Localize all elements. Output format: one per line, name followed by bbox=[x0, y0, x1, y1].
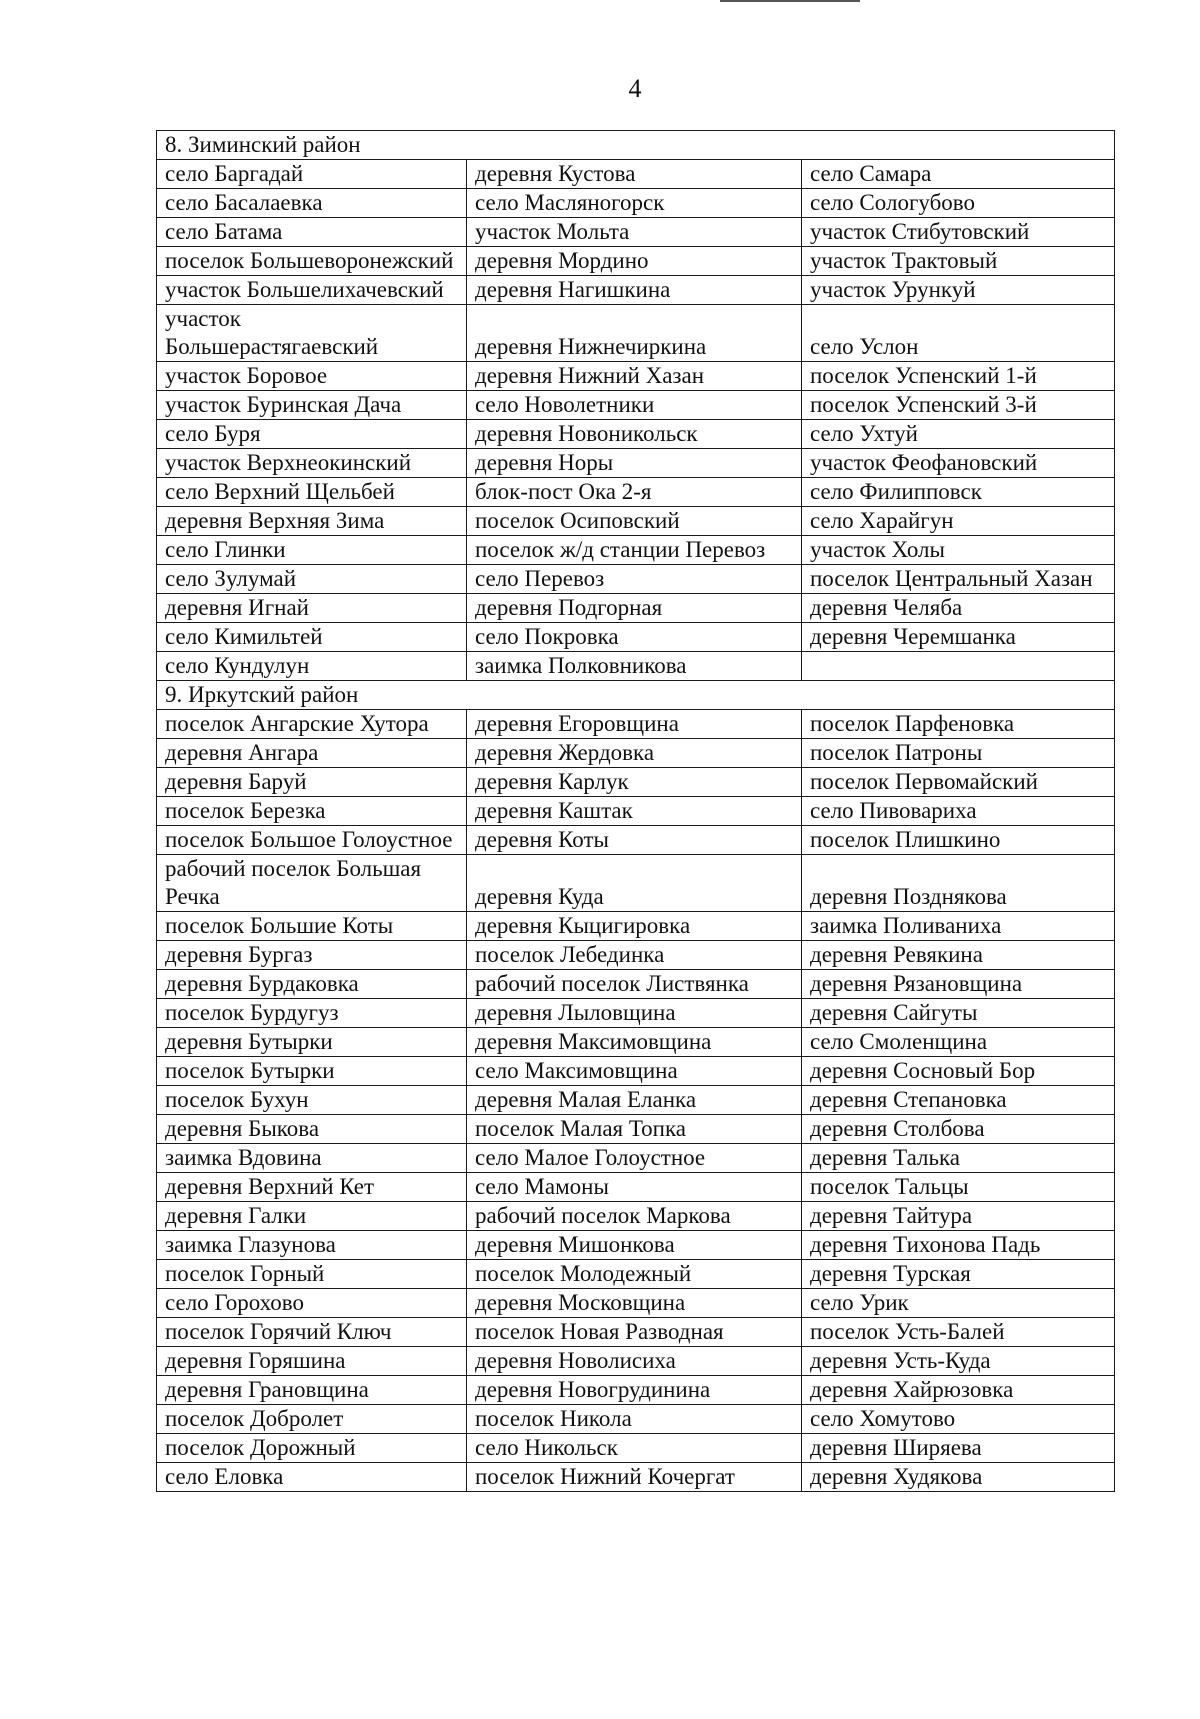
settlement-cell: заимка Полковникова bbox=[467, 652, 802, 681]
settlement-cell: деревня Кустова bbox=[467, 160, 802, 189]
settlement-cell: деревня Рязановщина bbox=[802, 970, 1115, 999]
settlement-cell: село Зулумай bbox=[157, 565, 467, 594]
settlement-cell: поселок Тальцы bbox=[802, 1173, 1115, 1202]
settlement-cell: рабочий поселок Большая Речка bbox=[157, 855, 467, 912]
settlement-cell: село Мамоны bbox=[467, 1173, 802, 1202]
table-row bbox=[157, 941, 1115, 970]
settlement-cell: деревня Горяшина bbox=[157, 1347, 467, 1376]
settlement-cell: поселок Лебединка bbox=[467, 941, 802, 970]
settlement-cell: поселок ж/д станции Перевоз bbox=[467, 536, 802, 565]
settlement-cell: поселок Большеворонежский bbox=[157, 247, 467, 276]
settlement-cell: поселок Парфеновка bbox=[802, 710, 1115, 739]
table-row bbox=[157, 189, 1115, 218]
settlement-cell: поселок Большие Коты bbox=[157, 912, 467, 941]
settlement-cell: село Малое Голоустное bbox=[467, 1144, 802, 1173]
settlement-cell: деревня Черемшанка bbox=[802, 623, 1115, 652]
settlement-cell: участок Большелихачевский bbox=[157, 276, 467, 305]
settlement-cell: деревня Грановщина bbox=[157, 1376, 467, 1405]
table-row bbox=[157, 594, 1115, 623]
settlement-cell: село Смоленщина bbox=[802, 1028, 1115, 1057]
settlement-cell: поселок Бурдугуз bbox=[157, 999, 467, 1028]
table-row bbox=[157, 1115, 1115, 1144]
settlement-cell: деревня Мишонкова bbox=[467, 1231, 802, 1260]
settlement-cell: участок Буринская Дача bbox=[157, 391, 467, 420]
settlement-cell: село Масляногорск bbox=[467, 189, 802, 218]
settlement-cell: поселок Нижний Кочергат bbox=[467, 1463, 802, 1492]
table-row bbox=[157, 536, 1115, 565]
settlement-cell: поселок Плишкино bbox=[802, 826, 1115, 855]
section-title: 9. Иркутский район bbox=[157, 681, 1115, 710]
settlement-cell: деревня Бурдаковка bbox=[157, 970, 467, 999]
table-row bbox=[157, 1376, 1115, 1405]
settlement-cell: деревня Кыцигировка bbox=[467, 912, 802, 941]
settlement-cell: поселок Молодежный bbox=[467, 1260, 802, 1289]
table-row bbox=[157, 1260, 1115, 1289]
settlement-cell: деревня Ангара bbox=[157, 739, 467, 768]
settlement-cell: деревня Хайрюзовка bbox=[802, 1376, 1115, 1405]
settlement-cell: деревня Лыловщина bbox=[467, 999, 802, 1028]
settlement-cell: деревня Сосновый Бор bbox=[802, 1057, 1115, 1086]
table-row bbox=[157, 1405, 1115, 1434]
settlement-cell: деревня Степановка bbox=[802, 1086, 1115, 1115]
settlement-cell: поселок Никола bbox=[467, 1405, 802, 1434]
settlement-cell: деревня Верхняя Зима bbox=[157, 507, 467, 536]
table-row bbox=[157, 970, 1115, 999]
settlement-cell: село Глинки bbox=[157, 536, 467, 565]
settlement-cell: рабочий поселок Маркова bbox=[467, 1202, 802, 1231]
table-row bbox=[157, 912, 1115, 941]
settlement-cell: деревня Егоровщина bbox=[467, 710, 802, 739]
settlement-cell: участок Стибутовский bbox=[802, 218, 1115, 247]
settlement-cell: деревня Худякова bbox=[802, 1463, 1115, 1492]
settlement-cell: деревня Жердовка bbox=[467, 739, 802, 768]
table-row bbox=[157, 739, 1115, 768]
settlement-cell: деревня Коты bbox=[467, 826, 802, 855]
settlement-cell: деревня Игнай bbox=[157, 594, 467, 623]
table-row bbox=[157, 999, 1115, 1028]
settlement-cell: поселок Горный bbox=[157, 1260, 467, 1289]
table-row bbox=[157, 1318, 1115, 1347]
page-number: 4 bbox=[628, 74, 642, 103]
settlement-cell: село Перевоз bbox=[467, 565, 802, 594]
settlement-cell: поселок Успенский 3-й bbox=[802, 391, 1115, 420]
settlement-cell: деревня Нижний Хазан bbox=[467, 362, 802, 391]
settlement-cell: блок-пост Ока 2-я bbox=[467, 478, 802, 507]
settlement-cell: поселок Усть-Балей bbox=[802, 1318, 1115, 1347]
settlement-cell: поселок Осиповский bbox=[467, 507, 802, 536]
settlement-cell: село Хомутово bbox=[802, 1405, 1115, 1434]
settlement-cell: деревня Норы bbox=[467, 449, 802, 478]
settlement-cell: деревня Максимовщина bbox=[467, 1028, 802, 1057]
table-row bbox=[157, 507, 1115, 536]
table-row bbox=[157, 797, 1115, 826]
table-row bbox=[157, 1202, 1115, 1231]
settlement-cell: деревня Новоникольск bbox=[467, 420, 802, 449]
settlement-cell: поселок Успенский 1-й bbox=[802, 362, 1115, 391]
settlement-cell: село Максимовщина bbox=[467, 1057, 802, 1086]
settlement-cell: деревня Турская bbox=[802, 1260, 1115, 1289]
table-row bbox=[157, 160, 1115, 189]
settlement-cell: деревня Каштак bbox=[467, 797, 802, 826]
table-row bbox=[157, 1057, 1115, 1086]
settlement-cell: село Пивовариха bbox=[802, 797, 1115, 826]
settlement-cell: деревня Тихонова Падь bbox=[802, 1231, 1115, 1260]
settlement-cell: деревня Усть-Куда bbox=[802, 1347, 1115, 1376]
settlement-cell: село Сологубово bbox=[802, 189, 1115, 218]
settlement-cell: деревня Карлук bbox=[467, 768, 802, 797]
table-row bbox=[157, 305, 1115, 362]
settlement-cell: деревня Позднякова bbox=[802, 855, 1115, 912]
settlement-cell: участок Феофановский bbox=[802, 449, 1115, 478]
settlement-cell: деревня Столбова bbox=[802, 1115, 1115, 1144]
settlement-cell: деревня Московщина bbox=[467, 1289, 802, 1318]
settlement-cell: село Филипповск bbox=[802, 478, 1115, 507]
settlement-cell: заимка Поливаниха bbox=[802, 912, 1115, 941]
table-row bbox=[157, 565, 1115, 594]
settlement-cell: поселок Дорожный bbox=[157, 1434, 467, 1463]
settlement-cell: деревня Челяба bbox=[802, 594, 1115, 623]
settlement-cell: село Еловка bbox=[157, 1463, 467, 1492]
table-row bbox=[157, 1463, 1115, 1492]
table-row bbox=[157, 710, 1115, 739]
settlement-cell: поселок Бухун bbox=[157, 1086, 467, 1115]
settlement-cell: деревня Быкова bbox=[157, 1115, 467, 1144]
table-row bbox=[157, 420, 1115, 449]
settlements-table bbox=[156, 130, 1115, 1492]
settlement-cell: село Самара bbox=[802, 160, 1115, 189]
settlement-cell: село Никольск bbox=[467, 1434, 802, 1463]
settlement-cell: поселок Бутырки bbox=[157, 1057, 467, 1086]
table-row bbox=[157, 391, 1115, 420]
table-row bbox=[157, 1231, 1115, 1260]
settlement-cell: поселок Патроны bbox=[802, 739, 1115, 768]
settlement-cell: участок Верхнеокинский bbox=[157, 449, 467, 478]
settlement-cell: деревня Нижнечиркина bbox=[467, 305, 802, 362]
table-row bbox=[157, 1347, 1115, 1376]
settlement-cell: деревня Куда bbox=[467, 855, 802, 912]
section-title: 8. Зиминский район bbox=[157, 131, 1115, 160]
settlement-cell: село Батама bbox=[157, 218, 467, 247]
settlement-cell: село Новолетники bbox=[467, 391, 802, 420]
settlement-cell: село Баргадай bbox=[157, 160, 467, 189]
settlement-cell: село Буря bbox=[157, 420, 467, 449]
settlement-cell: деревня Новолисиха bbox=[467, 1347, 802, 1376]
table-row bbox=[157, 478, 1115, 507]
section-header-row bbox=[157, 131, 1115, 160]
settlement-cell: село Ухтуй bbox=[802, 420, 1115, 449]
table-row bbox=[157, 1086, 1115, 1115]
table-row bbox=[157, 362, 1115, 391]
settlement-cell: деревня Верхний Кет bbox=[157, 1173, 467, 1202]
table-row bbox=[157, 623, 1115, 652]
scan-edge-mark bbox=[720, 0, 860, 2]
table-row bbox=[157, 1289, 1115, 1318]
settlement-cell: деревня Малая Еланка bbox=[467, 1086, 802, 1115]
settlement-cell: деревня Галки bbox=[157, 1202, 467, 1231]
settlement-cell: деревня Бутырки bbox=[157, 1028, 467, 1057]
table-row bbox=[157, 247, 1115, 276]
settlement-cell: село Харайгун bbox=[802, 507, 1115, 536]
settlement-cell: поселок Горячий Ключ bbox=[157, 1318, 467, 1347]
settlement-cell: поселок Большое Голоустное bbox=[157, 826, 467, 855]
table-row bbox=[157, 1144, 1115, 1173]
settlement-cell: село Урик bbox=[802, 1289, 1115, 1318]
table-row bbox=[157, 652, 1115, 681]
table-row bbox=[157, 1028, 1115, 1057]
settlement-cell: участок Трактовый bbox=[802, 247, 1115, 276]
settlement-cell: деревня Талька bbox=[802, 1144, 1115, 1173]
settlement-cell: деревня Мордино bbox=[467, 247, 802, 276]
settlement-cell: село Верхний Щельбей bbox=[157, 478, 467, 507]
table-row bbox=[157, 276, 1115, 305]
settlement-cell: село Горохово bbox=[157, 1289, 467, 1318]
settlement-cell: деревня Подгорная bbox=[467, 594, 802, 623]
settlement-cell: поселок Малая Топка bbox=[467, 1115, 802, 1144]
table-row bbox=[157, 218, 1115, 247]
settlement-cell: поселок Березка bbox=[157, 797, 467, 826]
settlement-cell: участок Холы bbox=[802, 536, 1115, 565]
settlement-cell: село Кимильтей bbox=[157, 623, 467, 652]
table-row bbox=[157, 855, 1115, 912]
settlement-cell: село Услон bbox=[802, 305, 1115, 362]
settlement-cell: деревня Бургаз bbox=[157, 941, 467, 970]
settlement-cell: заимка Вдовина bbox=[157, 1144, 467, 1173]
table-row bbox=[157, 826, 1115, 855]
settlement-cell: поселок Новая Разводная bbox=[467, 1318, 802, 1347]
settlement-cell: участок Большерастягаевский bbox=[157, 305, 467, 362]
settlement-cell: поселок Ангарские Хутора bbox=[157, 710, 467, 739]
settlement-cell: участок Боровое bbox=[157, 362, 467, 391]
settlement-cell: деревня Ширяева bbox=[802, 1434, 1115, 1463]
settlement-cell: деревня Ревякина bbox=[802, 941, 1115, 970]
settlement-cell: участок Урункуй bbox=[802, 276, 1115, 305]
settlement-cell: деревня Баруй bbox=[157, 768, 467, 797]
table-row bbox=[157, 1434, 1115, 1463]
section-header-row bbox=[157, 681, 1115, 710]
settlement-cell: село Покровка bbox=[467, 623, 802, 652]
settlement-cell: заимка Глазунова bbox=[157, 1231, 467, 1260]
settlement-cell: поселок Первомайский bbox=[802, 768, 1115, 797]
settlement-cell: поселок Центральный Хазан bbox=[802, 565, 1115, 594]
settlement-cell: поселок Добролет bbox=[157, 1405, 467, 1434]
settlement-cell bbox=[802, 652, 1115, 681]
settlement-cell: село Кундулун bbox=[157, 652, 467, 681]
settlement-cell: деревня Нагишкина bbox=[467, 276, 802, 305]
settlement-cell: деревня Новогрудинина bbox=[467, 1376, 802, 1405]
settlement-cell: рабочий поселок Листвянка bbox=[467, 970, 802, 999]
settlement-cell: деревня Тайтура bbox=[802, 1202, 1115, 1231]
settlement-cell: деревня Сайгуты bbox=[802, 999, 1115, 1028]
table-row bbox=[157, 768, 1115, 797]
settlement-cell: село Басалаевка bbox=[157, 189, 467, 218]
table-row bbox=[157, 1173, 1115, 1202]
settlement-cell: участок Мольта bbox=[467, 218, 802, 247]
table-row bbox=[157, 449, 1115, 478]
settlements-table-body bbox=[157, 131, 1115, 1492]
